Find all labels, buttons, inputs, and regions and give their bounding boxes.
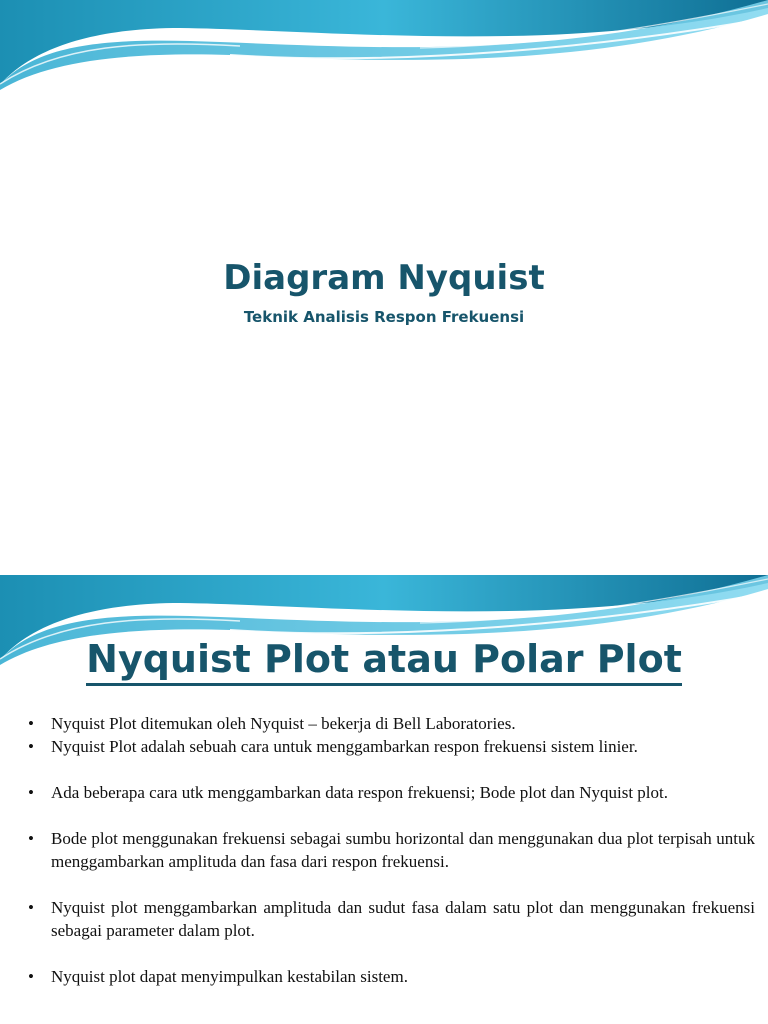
bullet-text: Nyquist Plot ditemukan oleh Nyquist – bekerja di Bell Laboratories. [51,714,516,733]
bullet-text: Nyquist plot menggambarkan amplituda dan sudut fasa dalam satu plot dan menggunakan frekuensi sebagai parameter dalam plot. [51,898,755,940]
bullet-item [28,896,755,942]
slide-title: Nyquist Plot atau Polar Plot [86,637,682,686]
bullet-marker: • [28,714,34,733]
slide-2 [0,575,768,1024]
bullet-text: Nyquist plot dapat menyimpulkan kestabilan sistem. [51,967,408,986]
slide-title: Diagram Nyquist [223,258,545,298]
bullet-text: Ada beberapa cara utk menggambarkan data respon frekuensi; Bode plot dan Nyquist plot. [51,783,668,802]
bullet-text: Nyquist Plot adalah sebuah cara untuk menggambarkan respon frekuensi sistem linier. [51,737,638,756]
bullet-marker: • [28,737,34,756]
bullet-item [28,735,755,758]
bullet-item [28,965,755,988]
slide-title-wrapper [0,637,768,681]
slide-subtitle: Teknik Analisis Respon Frekuensi [243,308,525,326]
header-wave-decoration [0,0,768,95]
bullet-marker: • [28,783,34,802]
bullet-text: Bode plot menggunakan frekuensi sebagai sumbu horizontal dan menggunakan dua plot terpisah untuk menggambarkan amplituda dan fasa dari respon frekuensi. [51,829,755,871]
bullet-item [28,712,755,735]
bullet-marker: • [28,967,34,986]
bullet-list [28,712,755,988]
bullet-item [28,827,755,873]
bullet-marker: • [28,829,34,848]
bullet-item [28,781,755,804]
bullet-marker: • [28,898,34,917]
